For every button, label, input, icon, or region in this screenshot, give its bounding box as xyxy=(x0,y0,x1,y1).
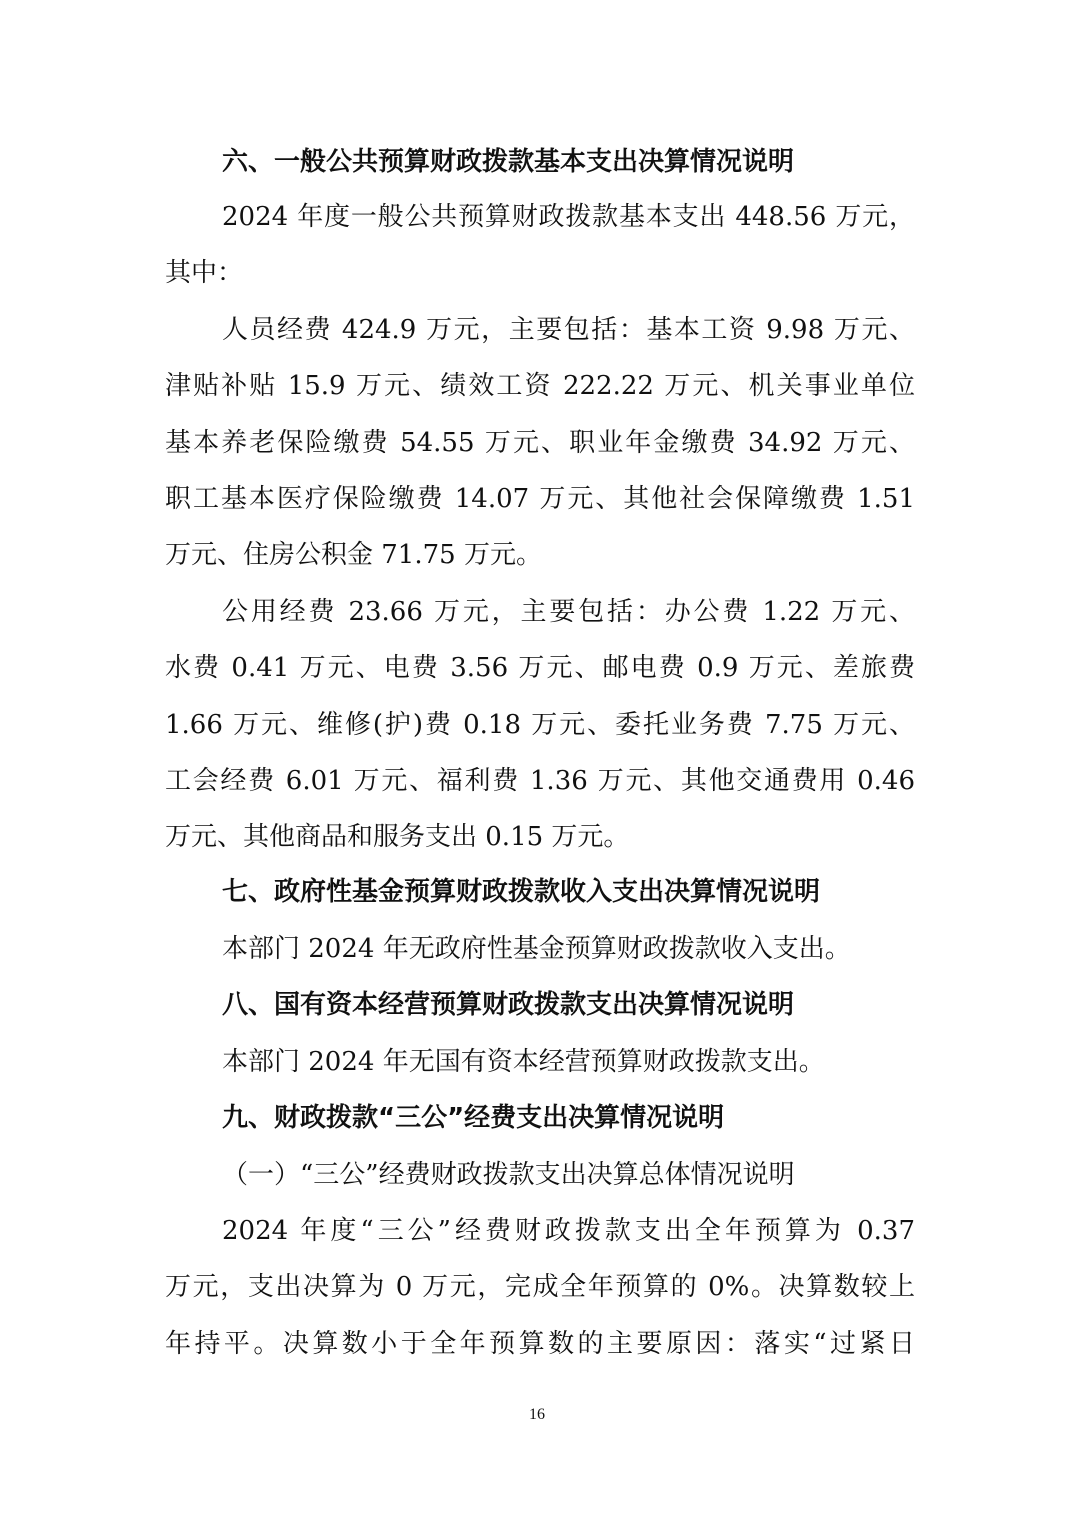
section-7-paragraph: 本部门 2024 年无政府性基金预算财政拨款收入支出。 xyxy=(222,934,851,964)
section-6-paragraph-3-line-4: 工会经费 6.01 万元、福利费 1.36 万元、其他交通费用 0.46 xyxy=(165,766,915,796)
section-6-paragraph-2-line-5: 万元、住房公积金 71.75 万元。 xyxy=(165,540,542,570)
section-6-paragraph-2-line-2: 津贴补贴 15.9 万元、绩效工资 222.22 万元、机关事业单位 xyxy=(165,371,915,401)
section-6-paragraph-1-line-2: 其中： xyxy=(165,258,244,288)
section-6-paragraph-2-line-3: 基本养老保险缴费 54.55 万元、职业年金缴费 34.92 万元、 xyxy=(165,428,915,458)
section-8-heading: 八、国有资本经营预算财政拨款支出决算情况说明 xyxy=(222,990,795,1020)
section-6-paragraph-1-line-1: 2024 年度一般公共预算财政拨款基本支出 448.56 万元， xyxy=(222,202,915,232)
section-6-paragraph-3-line-2: 水费 0.41 万元、电费 3.56 万元、邮电费 0.9 万元、差旅费 xyxy=(165,653,915,683)
section-9-paragraph-1-line-2: 万元，支出决算为 0 万元，完成全年预算的 0%。决算数较上 xyxy=(165,1272,915,1302)
section-9-paragraph-1-line-1: 2024 年度“三公”经费财政拨款支出全年预算为 0.37 xyxy=(222,1216,915,1246)
section-6-paragraph-3-line-3: 1.66 万元、维修(护)费 0.18 万元、委托业务费 7.75 万元、 xyxy=(165,710,915,740)
section-8-paragraph: 本部门 2024 年无国有资本经营预算财政拨款支出。 xyxy=(222,1047,825,1077)
section-6-paragraph-2-line-1: 人员经费 424.9 万元，主要包括：基本工资 9.98 万元、 xyxy=(222,315,915,345)
section-6-paragraph-2-line-4: 职工基本医疗保险缴费 14.07 万元、其他社会保障缴费 1.51 xyxy=(165,484,915,514)
section-6-paragraph-3-line-1: 公用经费 23.66 万元，主要包括：办公费 1.22 万元、 xyxy=(222,597,915,627)
section-9-subheading-1: （一）“三公”经费财政拨款支出决算总体情况说明 xyxy=(222,1160,795,1190)
section-9-paragraph-1-line-3: 年持平。决算数小于全年预算数的主要原因：落实“过紧日 xyxy=(165,1329,915,1359)
section-7-heading: 七、政府性基金预算财政拨款收入支出决算情况说明 xyxy=(222,877,821,907)
section-9-heading: 九、财政拨款“三公”经费支出决算情况说明 xyxy=(222,1103,725,1133)
section-6-paragraph-3-line-5: 万元、其他商品和服务支出 0.15 万元。 xyxy=(165,822,630,852)
section-6-heading: 六、一般公共预算财政拨款基本支出决算情况说明 xyxy=(222,147,795,177)
page-number: 16 xyxy=(529,1406,545,1423)
